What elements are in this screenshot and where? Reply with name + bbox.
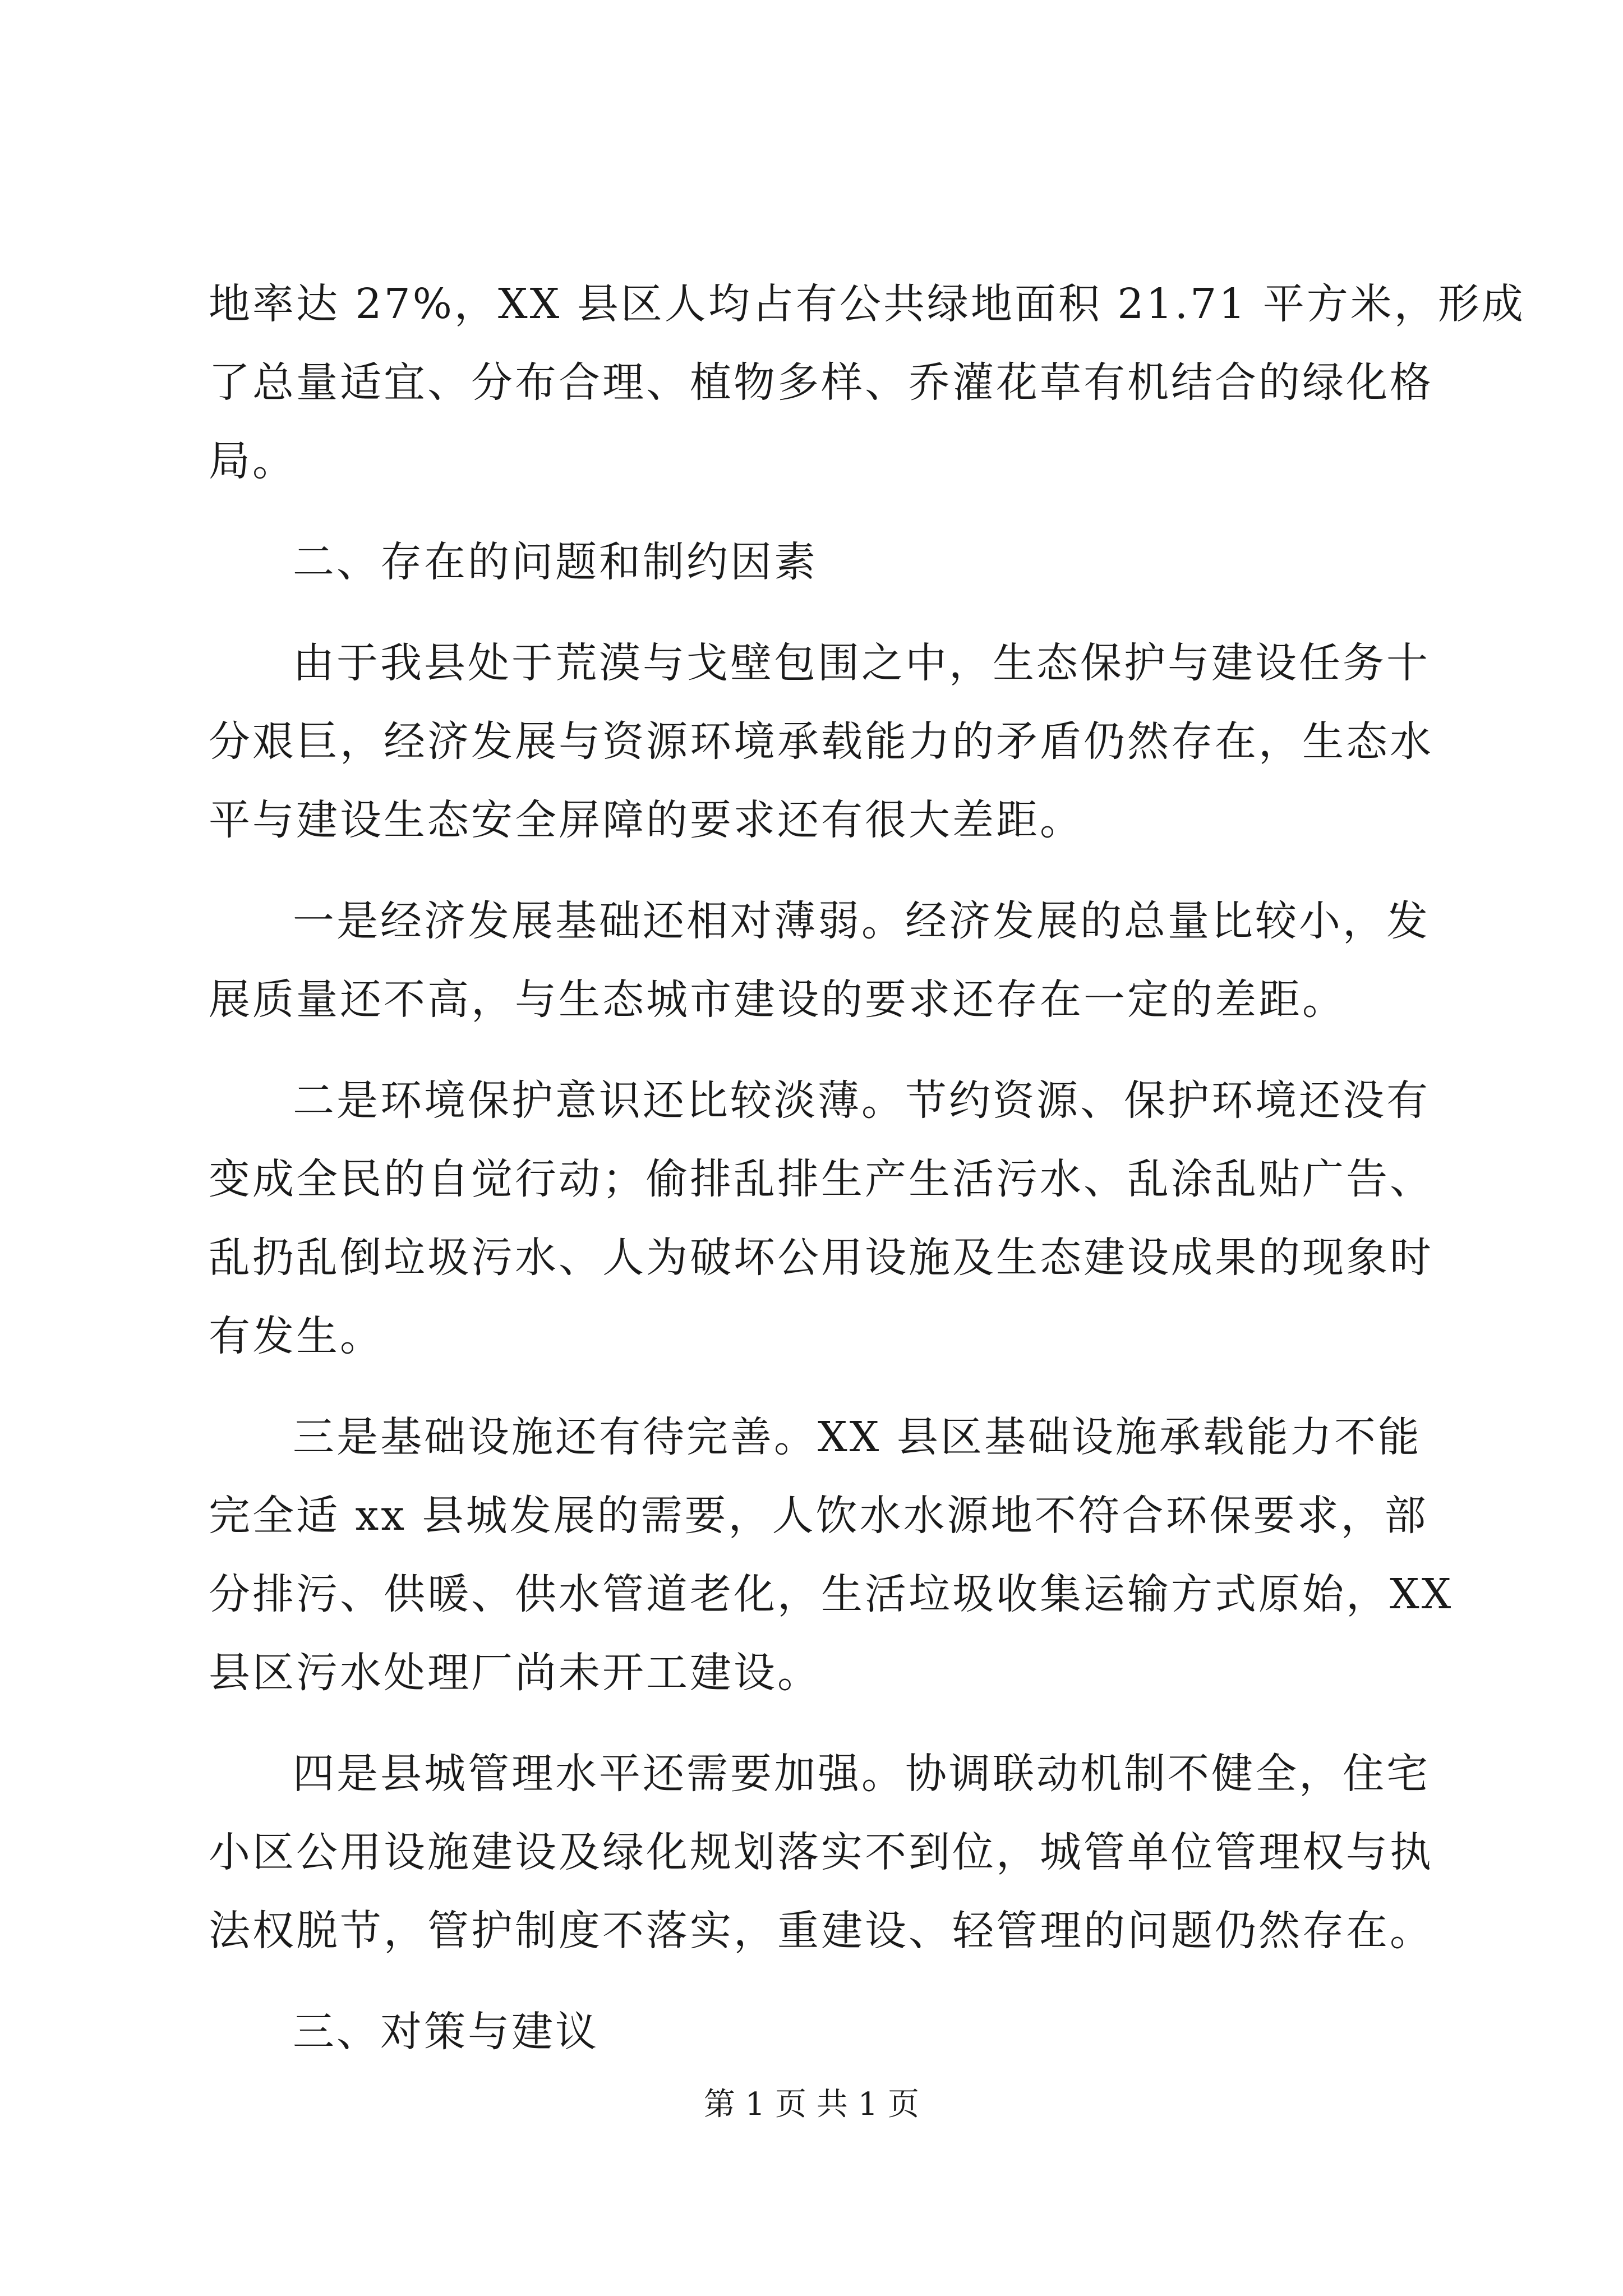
paragraph-line: 由于我县处于荒漠与戈壁包围之中，生态保护与建设任务十 (293, 639, 1430, 687)
paragraph-gap (209, 1712, 1431, 1734)
paragraph-gap (209, 500, 1431, 523)
paragraph-gap (209, 1970, 1431, 1993)
paragraph-line: 二、存在的问题和制约因素 (293, 538, 818, 586)
paragraph-gap (209, 859, 1431, 882)
paragraph-line: 法权脱节，管护制度不落实，重建设、轻管理的问题仍然存在。 (209, 1907, 1433, 1955)
paragraph-line: 局。 (209, 437, 296, 485)
paragraph-line: 三、对策与建议 (293, 2008, 599, 2056)
paragraph-line: 分艰巨，经济发展与资源环境承载能力的矛盾仍然存在，生态水 (209, 717, 1433, 766)
paragraph-gap (209, 601, 1431, 624)
paragraph-line: 完全适 xx 县城发展的需要，人饮水水源地不符合环保要求，部 (209, 1492, 1428, 1540)
paragraph (209, 1061, 1431, 1375)
paragraph (209, 624, 1431, 859)
paragraph-line: 三是基础设施还有待完善。XX 县区基础设施承载能力不能 (293, 1413, 1422, 1461)
paragraph-line: 了总量适宜、分布合理、植物多样、乔灌花草有机结合的绿化格 (209, 358, 1433, 407)
paragraph-line: 县区污水处理厂尚未开工建设。 (209, 1649, 821, 1697)
paragraph-gap (209, 1375, 1431, 1398)
paragraph (209, 523, 1431, 601)
paragraph-line: 平与建设生态安全屏障的要求还有很大差距。 (209, 796, 1083, 844)
paragraph-line: 地率达 27%，XX 县区人均占有公共绿地面积 21.71 平方米，形成 (209, 280, 1525, 328)
paragraph-line: 小区公用设施建设及绿化规划落实不到位，城管单位管理权与执 (209, 1828, 1433, 1876)
paragraph-line: 有发生。 (209, 1312, 384, 1360)
page-footer: 第 1 页 共 1 页 (703, 2086, 920, 2123)
paragraph (209, 265, 1525, 500)
paragraph (209, 1734, 1431, 1970)
paragraph-line: 分排污、供暖、供水管道老化，生活垃圾收集运输方式原始，XX (209, 1570, 1454, 1618)
paragraph (209, 1993, 1431, 2071)
paragraph-line: 乱扔乱倒垃圾污水、人为破坏公用设施及生态建设成果的现象时 (209, 1234, 1433, 1282)
paragraph-line: 一是经济发展基础还相对薄弱。经济发展的总量比较小，发 (293, 897, 1430, 945)
paragraph (209, 1398, 1454, 1712)
paragraph-line: 变成全民的自觉行动；偷排乱排生产生活污水、乱涂乱贴广告、 (209, 1155, 1433, 1203)
paragraph-line: 展质量还不高，与生态城市建设的要求还存在一定的差距。 (209, 976, 1346, 1024)
document-body (209, 265, 1525, 2071)
paragraph (209, 882, 1431, 1039)
paragraph-gap (209, 1039, 1431, 1061)
paragraph-line: 二是环境保护意识还比较淡薄。节约资源、保护环境还没有 (293, 1076, 1430, 1125)
paragraph-line: 四是县城管理水平还需要加强。协调联动机制不健全，住宅 (293, 1750, 1430, 1798)
